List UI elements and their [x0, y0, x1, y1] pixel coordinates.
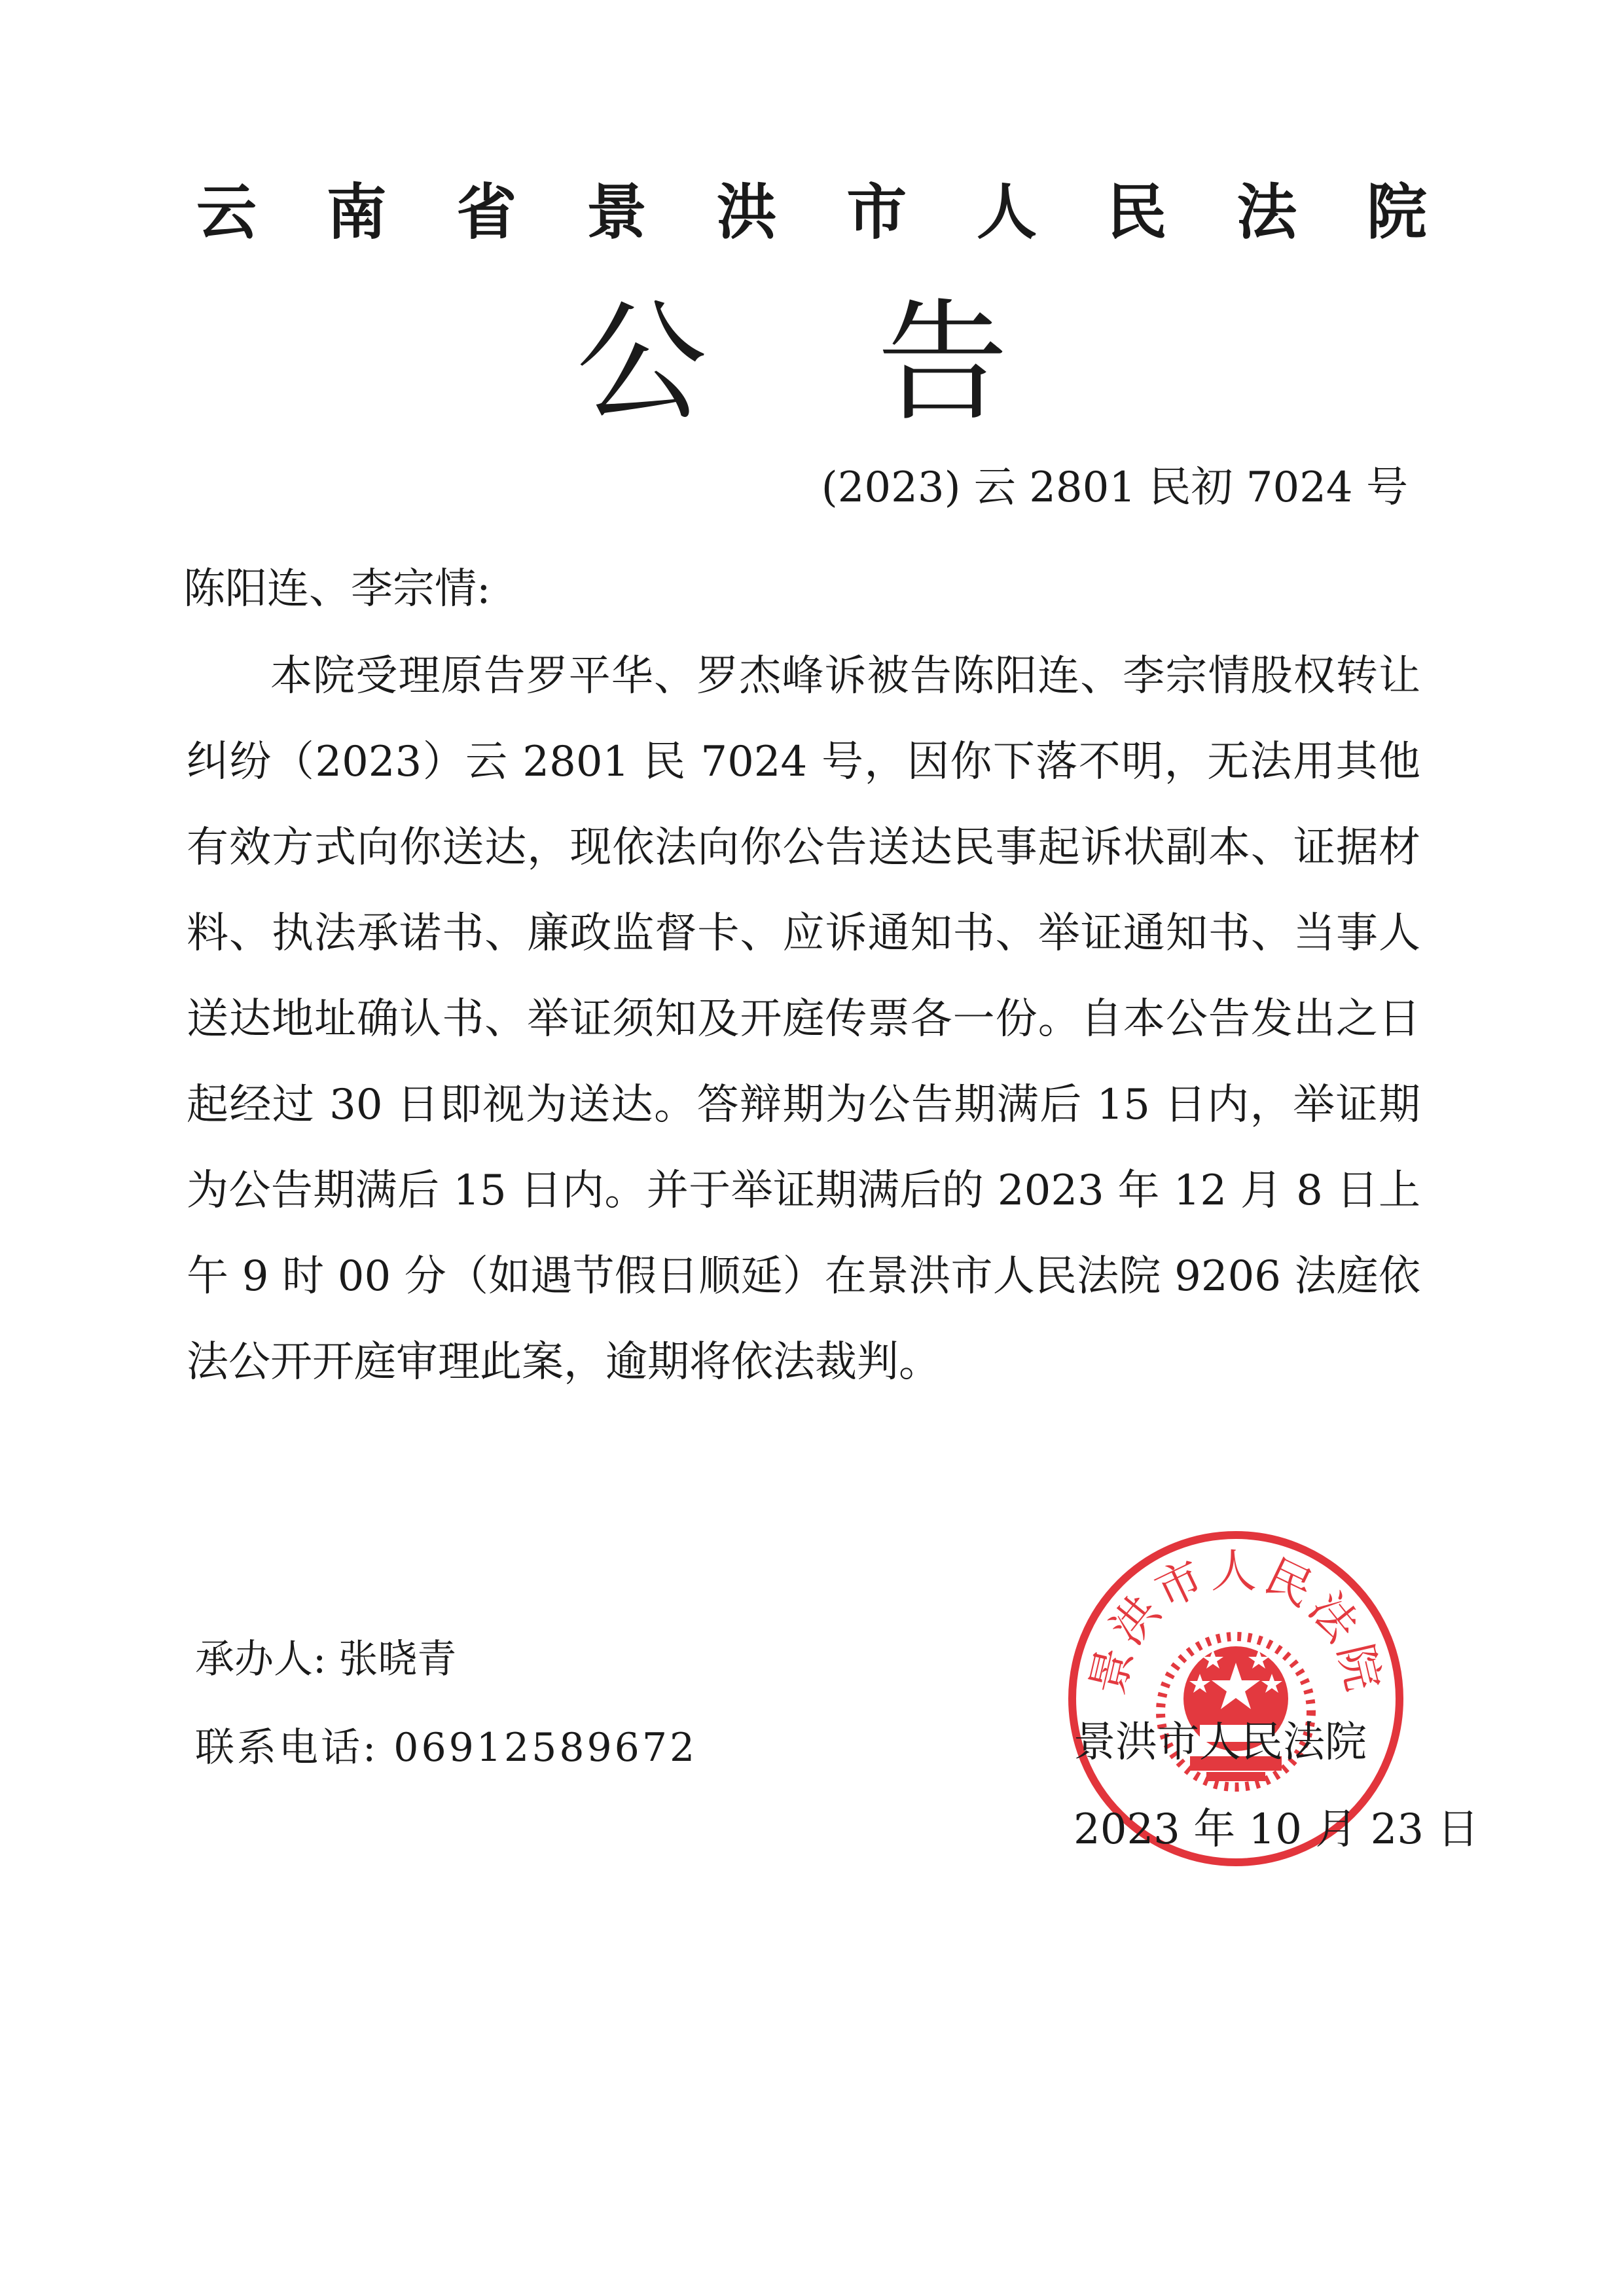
handler-line: 承办人: 张晓青: [195, 1636, 457, 1682]
court-name-char: 省: [456, 177, 517, 247]
court-name-char: 法: [1236, 177, 1297, 247]
court-name-char: 洪: [716, 177, 777, 247]
signing-court: 景洪市人民法院: [1074, 1718, 1367, 1767]
court-name-char: 人: [976, 177, 1037, 247]
court-name-heading: [196, 173, 1427, 252]
court-name-char: 南: [326, 177, 387, 247]
court-name-char: 民: [1106, 177, 1167, 247]
title-char: 公: [576, 287, 708, 439]
title-char: 告: [876, 287, 1008, 439]
addressee: 陈阳连、李宗情:: [183, 565, 491, 613]
contact-phone: 联系电话: 06912589672: [195, 1725, 698, 1771]
court-name-char: 院: [1366, 177, 1427, 247]
notice-body: 本院受理原告罗平华、罗杰峰诉被告陈阳连、李宗情股权转让纠纷（2023）云 2801 民 7024 号，因你下落不明，无法用其他有效方式向你送达，现依法向你公告送达民事起诉状副本、证据材料、执法承诺书、廉政监督卡、应诉通知书、举证通知书、当事人送达地址确认书、举证须知及开庭传票各一份。自本公告发出之日起经过 30 日即视为送达。答辩期为公告期满后 15 日内，举证期为公告期满后 15 日内。并于举证期满后的 2023 年 12 月 8 日上午 9 时 00 分（如遇节假日顺延）在景洪市人民法院 9206 法庭依法公开开庭审理此案，逾期将依法裁判。: [187, 652, 1420, 1386]
court-name-char: 景: [586, 177, 647, 247]
notice-title: [576, 288, 1008, 439]
seal-text: 景洪市人民法院: [1080, 1544, 1392, 1700]
case-number: (2023) 云 2801 民初 7024 号: [821, 463, 1408, 512]
court-name-char: 云: [196, 177, 257, 247]
court-name-char: 市: [846, 177, 907, 247]
issue-date: 2023 年 10 月 23 日: [1074, 1805, 1479, 1854]
